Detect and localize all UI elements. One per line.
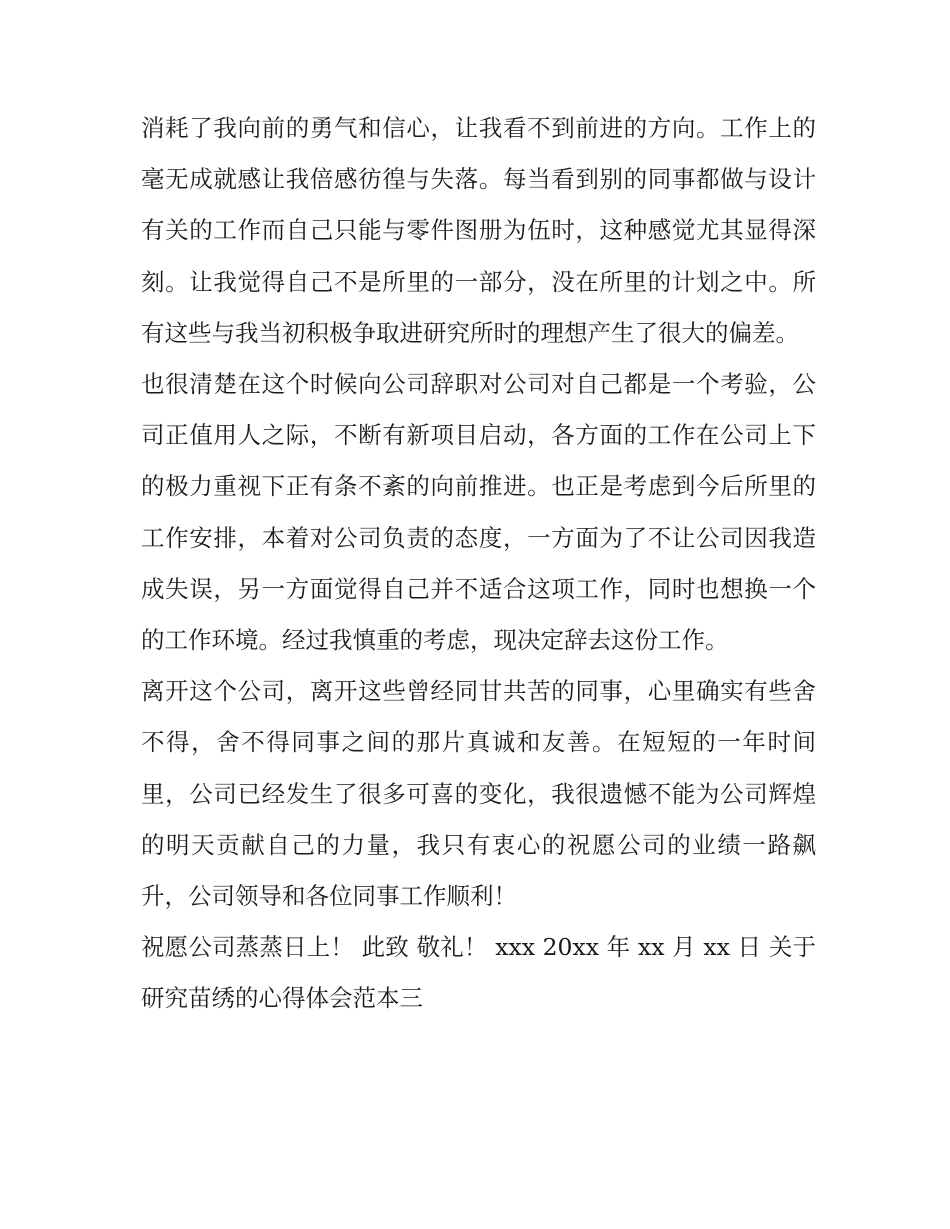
paragraph-1: 消耗了我向前的勇气和信心，让我看不到前进的方向。工作上的毫无成就感让我倍感彷徨与失落。每当看到别的同事都做与设计有关的工作而自己只能与零件图册为伍时，这种感觉尤其显得深刻。让我觉得自己不是所里的一部分，没在所里的计划之中。所有这些与我当初积极争取进研究所时的理想产生了很大的偏差。 xyxy=(141,114,816,347)
document-body xyxy=(141,103,816,1025)
paragraph-2: 也很清楚在这个时候向公司辞职对公司对自己都是一个考验，公司正值用人之际，不断有新项目启动，各方面的工作在公司上下的极力重视下正有条不紊的向前推进。也正是考虑到今后所里的工作安排，本着对公司负责的态度，一方面为了不让公司因我造成失误，另一方面觉得自己并不适合这项工作，同时也想换一个的工作环境。经过我慎重的考虑，现决定辞去这份工作。 xyxy=(141,370,816,655)
paragraph-4: 祝愿公司蒸蒸日上！ 此致 敬礼！ xxx 20xx 年 xx 月 xx 日 关于研究苗绣的心得体会范本三 xyxy=(141,933,816,1013)
paragraph-3: 离开这个公司，离开这些曾经同甘共苦的同事，心里确实有些舍不得，舍不得同事之间的那片真诚和友善。在短短的一年时间里，公司已经发生了很多可喜的变化，我很遗憾不能为公司辉煌的明天贡献自己的力量，我只有衷心的祝愿公司的业绩一路飙升，公司领导和各位同事工作顺利！ xyxy=(141,677,816,911)
